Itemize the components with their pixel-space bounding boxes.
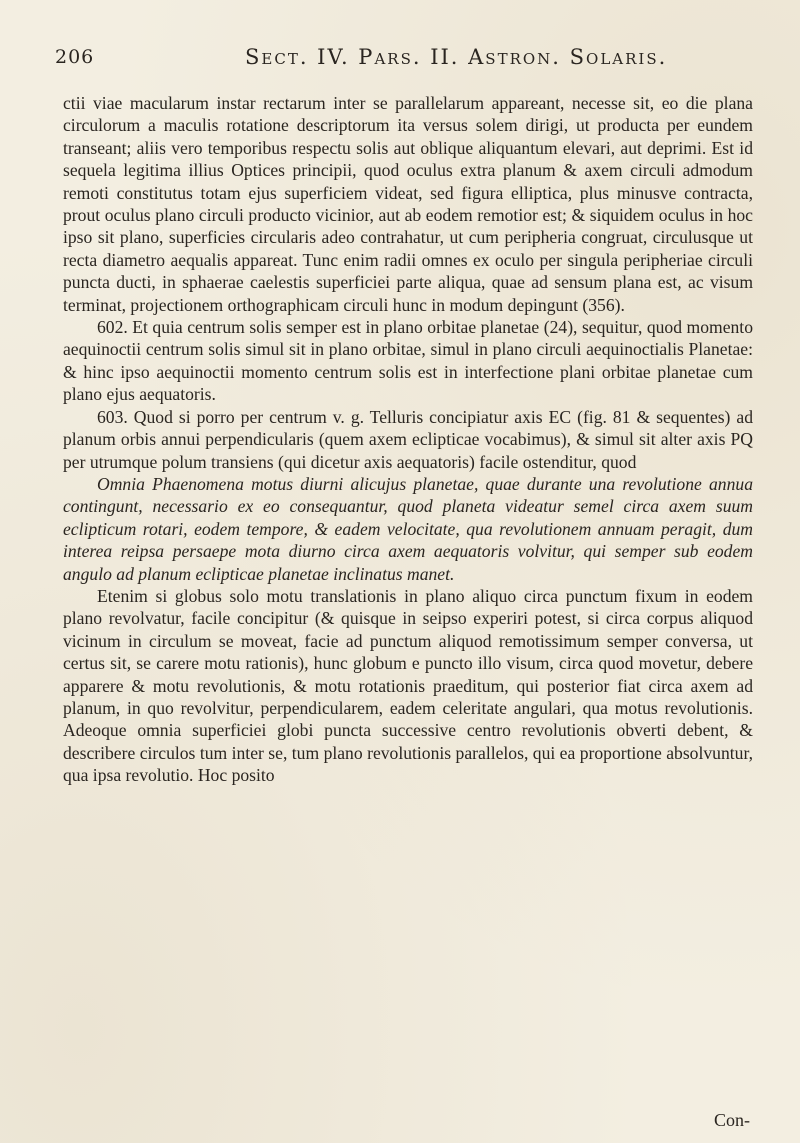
paragraph-continuation: ctii viae macularum instar rectarum inter se parallelarum appareant, necesse sit, eo die plana circulorum a maculis rotatione descriptorum ita versus solem dirigi, ut producta per eundem transeant; aliis vero temporibus respectu solis aut oblique aliquantum elevari, aut deprimi. Est id sequela legitima illius Optices principii, quod oculus extra planum & axem circuli admodum remoti constitutus totam ejus superficiem videat, sed figura elliptica, plus minusve contracta, prout oculus plano circuli producto vicinior, aut ab eodem remotior est; & siquidem oculus in hoc ipso sit plano, superficies circularis adeo contrahatur, ut cum peripheria congruat, circulusque ut recta diametro aequalis appareat. Tunc enim radii omnes ex oculo per singula peripheriae circuli puncta ducti, in sphaerae caelestis superficiei parte aliqua, quae ad sensum plana est, ac visum terminat, projectionem orthographicam circuli hunc in modum depingunt (356). xyxy=(63,93,753,315)
body-text xyxy=(63,92,753,787)
catchword: Con- xyxy=(714,1110,750,1130)
page-header xyxy=(55,42,745,78)
paragraph-603: 603. Quod si porro per centrum v. g. Telluris concipiatur axis EC (fig. 81 & sequentes) ad planum orbis annui perpendicularis (quem axem eclipticae vocabimus), & simul sit alter axis PQ per utrumque polum transiens (qui dicetur axis aequatoris) facile ostenditur, quod xyxy=(63,406,753,472)
paragraph-proof: Etenim si globus solo motu translationis in plano aliquo circa punctum fixum in eodem plano revolvatur, facile concipitur (& quisque in seipso experiri potest, si circa corpus aliquod vicinum in circulum se moveat, facie ad punctum aliquod remotissimum semper conversa, ut certus sit, se carere motu rationis), hunc globum e puncto illo visum, circa quod movetur, debere apparere & motu revolutionis, & motu rotationis praeditum, qui posterior fiat circa axem ad planum, in quo revolvitur, perpendicularem, eadem celeritate angulari, qua motus revolutionis. Adeoque omnia superficiei globi puncta successive centro revolutionis obverti debent, & describere circulos tum inter se, tum plano revolutionis parallelos, qui ea proportione absolvuntur, qua ipsa revolutio. Hoc posito xyxy=(63,585,753,786)
paragraph-theorem: Omnia Phaenomena motus diurni alicujus planetae, quae durante una revolutione annua contingunt, necessario ex eo consequantur, quod planeta videatur semel circa axem suum eclipticum rotari, eodem tempore, & eadem velocitate, qua revolutionem annuam peragit, dum interea reipsa persaepe mota diurno circa axem aequatoris volvitur, qui semper sub eodem angulo ad planum eclipticae planetae inclinatus manet. xyxy=(63,473,753,584)
page-number: 206 xyxy=(55,46,95,68)
paragraph-602: 602. Et quia centrum solis semper est in plano orbitae planetae (24), sequitur, quod momento aequinoctii centrum solis simul sit in plano orbitae, simul in plano circuli aequinoctialis Planetae: & hinc ipso aequinoctii momento centrum solis est in interfectione plani orbitae planetae cum plano ejus aequatoris. xyxy=(63,317,753,405)
running-head: Sect. IV. Pars. II. Astron. Solaris. xyxy=(245,45,668,69)
